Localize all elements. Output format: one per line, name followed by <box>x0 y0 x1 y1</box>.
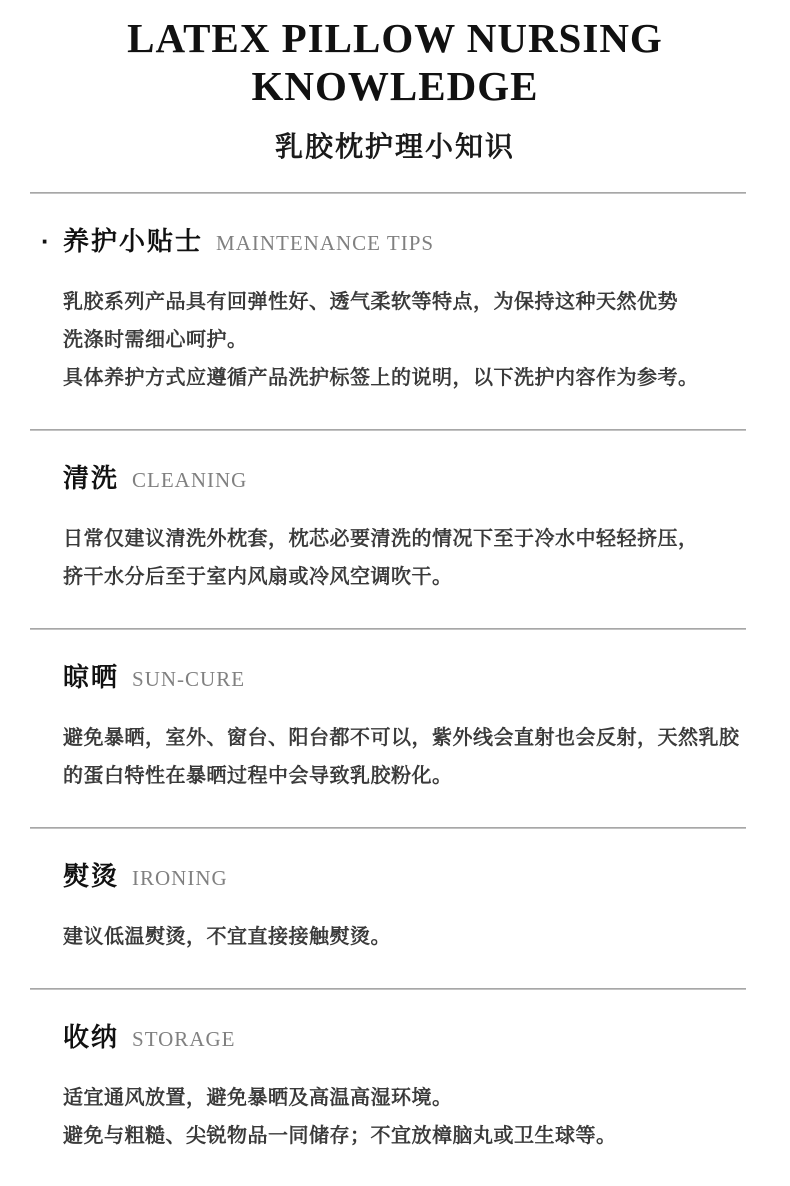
section-sun-cure <box>30 630 746 827</box>
body-text-line: 乳胶系列产品具有回弹性好、透气柔软等特点，为保持这种天然优势 <box>63 291 678 313</box>
section-cleaning <box>30 431 746 628</box>
section-maintenance-tips <box>30 194 746 429</box>
bullet-dot-icon: · <box>41 226 50 256</box>
section-heading <box>63 860 746 894</box>
body-text-line: 避免与粗糙、尖锐物品一同储存；不宜放樟脑丸或卫生球等。 <box>63 1125 617 1147</box>
section-storage <box>30 990 746 1186</box>
section-heading <box>63 462 746 496</box>
body-text-line: 避免暴晒，室外、窗台、阳台都不可以，紫外线会直射也会反射，天然乳胶 <box>63 727 740 749</box>
body-text-line: 日常仅建议清洗外枕套，枕芯必要清洗的情况下至于冷水中轻轻挤压， <box>63 528 699 550</box>
page-header <box>0 0 790 165</box>
content-column <box>30 192 746 1186</box>
section-heading-en: SUN-CURE <box>132 667 246 691</box>
section-heading <box>63 661 746 695</box>
body-text-line: 适宜通风放置，避免暴晒及高温高湿环境。 <box>63 1087 453 1109</box>
section-heading-zh: 收纳 <box>63 1022 120 1052</box>
page-title-line-1: LATEX PILLOW NURSING <box>127 15 663 61</box>
section-ironing <box>30 829 746 988</box>
body-text-line: 挤干水分后至于室内风扇或冷风空调吹干。 <box>63 566 453 588</box>
section-heading-en: CLEANING <box>132 468 248 492</box>
section-heading-en: STORAGE <box>132 1027 236 1051</box>
section-heading-zh: 养护小贴士 <box>63 226 204 256</box>
body-text-line: 的蛋白特性在暴晒过程中会导致乳胶粉化。 <box>63 765 453 787</box>
section-heading <box>41 225 746 259</box>
section-heading-zh: 晾晒 <box>63 662 120 692</box>
page-subtitle: 乳胶枕护理小知识 <box>274 131 515 162</box>
section-heading-en: IRONING <box>132 866 228 890</box>
section-heading-en: MAINTENANCE TIPS <box>216 231 435 255</box>
body-text-line: 建议低温熨烫，不宜直接接触熨烫。 <box>63 926 391 948</box>
section-heading <box>63 1021 746 1055</box>
section-heading-zh: 清洗 <box>63 463 120 493</box>
body-text-line: 具体养护方式应遵循产品洗护标签上的说明，以下洗护内容作为参考。 <box>63 367 699 389</box>
page-title <box>0 14 790 110</box>
body-text-line: 洗涤时需细心呵护。 <box>63 329 248 351</box>
page-title-line-2: KNOWLEDGE <box>251 63 539 109</box>
section-heading-zh: 熨烫 <box>63 861 120 891</box>
